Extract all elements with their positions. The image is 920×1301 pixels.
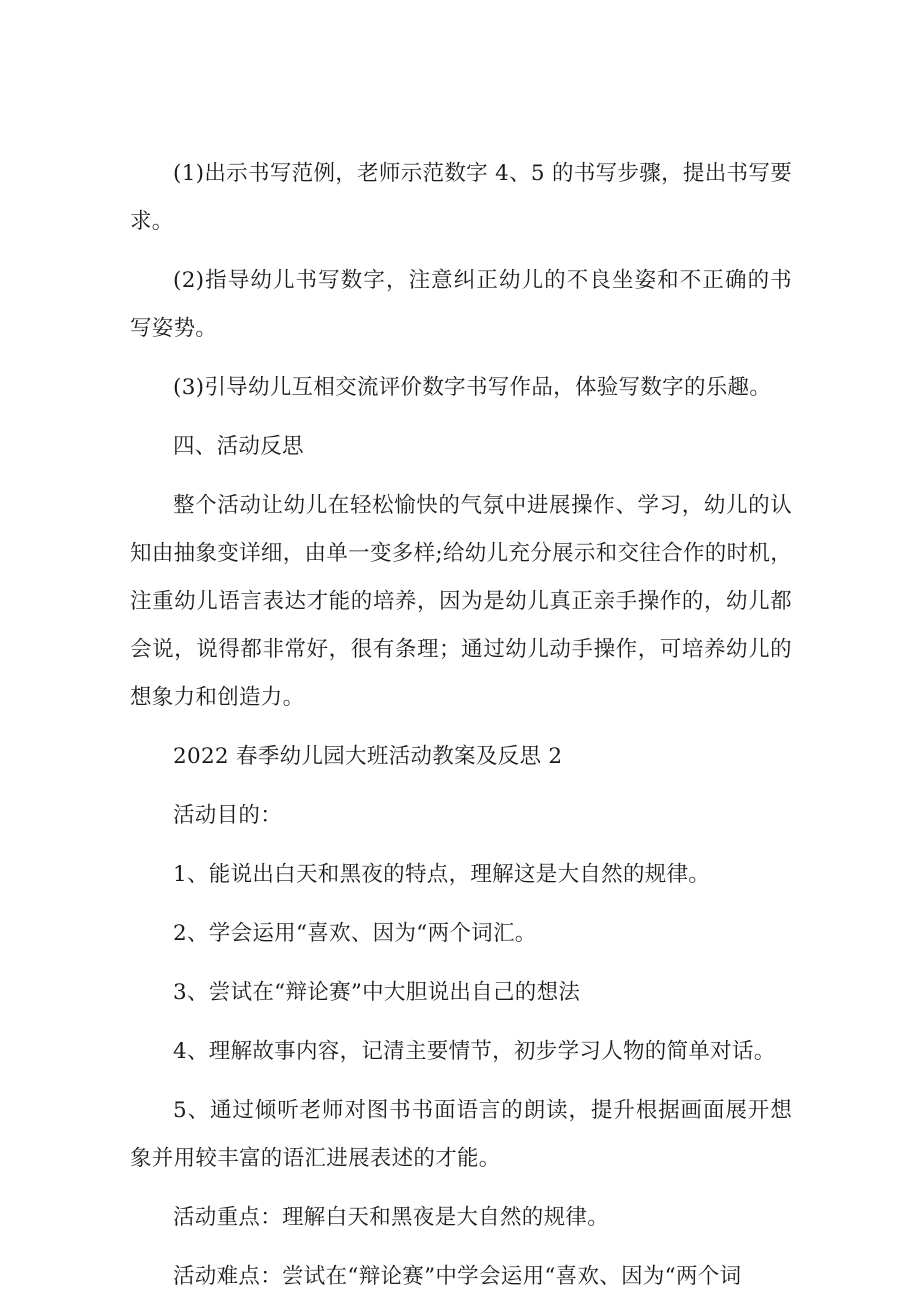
difficult-point: 活动难点：尝试在“辩论赛”中学会运用“喜欢、因为“两个词 bbox=[173, 1264, 742, 1289]
paragraph-step-1: (1)出示书写范例，老师示范数字 4、5 的书写步骤，提出书写要求。 bbox=[130, 161, 792, 234]
goal-item-1: 1、能说出白天和黑夜的特点，理解这是大自然的规律。 bbox=[173, 862, 711, 887]
document-body bbox=[130, 150, 792, 1301]
key-point: 活动重点：理解白天和黑夜是大自然的规律。 bbox=[173, 1205, 610, 1230]
document-title-2: 2022 春季幼儿园大班活动教案及反思 2 bbox=[173, 744, 563, 769]
goal-item-5: 5、通过倾听老师对图书书面语言的朗读，提升根据画面展开想象并用较丰富的语汇进展表述的才能。 bbox=[130, 1098, 792, 1171]
paragraph-step-2: (2)指导幼儿书写数字，注意纠正幼儿的不良坐姿和不正确的书写姿势。 bbox=[130, 268, 792, 341]
goal-item-2: 2、学会运用“喜欢、因为“两个词汇。 bbox=[173, 921, 537, 946]
goal-item-4: 4、理解故事内容，记清主要情节，初步学习人物的简单对话。 bbox=[173, 1039, 776, 1064]
section-heading-reflection: 四、活动反思 bbox=[173, 434, 304, 459]
section-heading-goals: 活动目的： bbox=[173, 803, 283, 828]
paragraph-reflection: 整个活动让幼儿在轻松愉快的气氛中进展操作、学习，幼儿的认知由抽象变详细，由单一变多样;给幼儿充分展示和交往合作的时机，注重幼儿语言表达才能的培养，因为是幼儿真正亲手操作的，幼儿都会说，说得都非常好，很有条理；通过幼儿动手操作，可培养幼儿的想象力和创造力。 bbox=[130, 493, 792, 710]
paragraph-step-3: (3)引导幼儿互相交流评价数字书写作品，体验写数字的乐趣。 bbox=[173, 375, 772, 400]
goal-item-3: 3、尝试在“辩论赛”中大胆说出自己的想法 bbox=[173, 980, 581, 1005]
